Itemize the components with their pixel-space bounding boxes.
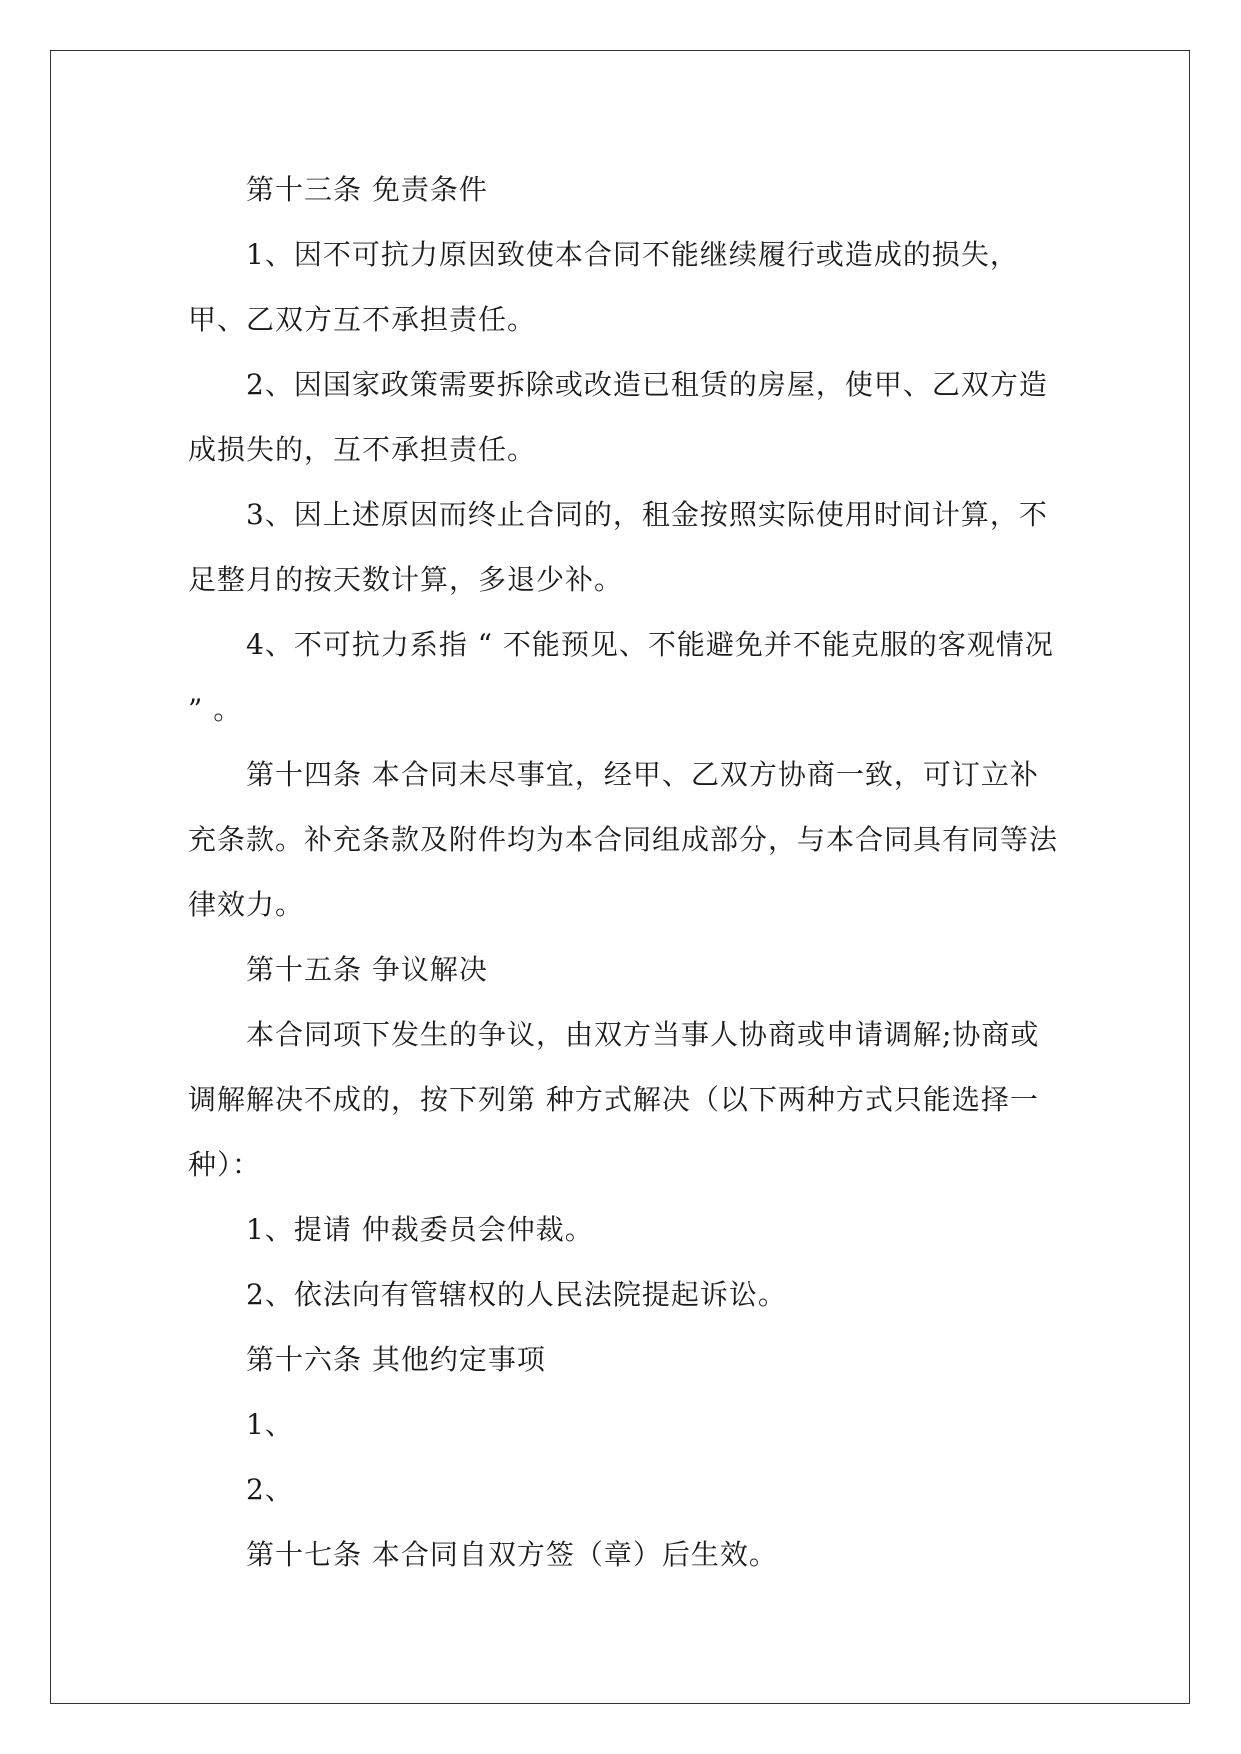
article-13-item-4: 4、不可抗力系指 “ 不能预见、不能避免并不能克服的客观情况 ” 。 [188,628,1054,726]
document-body [188,157,1058,1587]
article-13-item-3: 3、因上述原因而终止合同的，租金按照实际使用时间计算，不足整月的按天数计算，多退少补。 [188,498,1048,596]
article-15-item-2: 2、依法向有管辖权的人民法院提起诉讼。 [246,1278,787,1311]
article-14: 第十四条 本合同未尽事宜，经甲、乙双方协商一致，可订立补充条款。补充条款及附件均为本合同组成部分，与本合同具有同等法律效力。 [188,758,1059,921]
article-16-item-1: 1、 [246,1408,294,1441]
article-16-heading: 第十六条 其他约定事项 [246,1343,546,1376]
article-17: 第十七条 本合同自双方签（章）后生效。 [246,1538,778,1571]
article-15-item-1: 1、提请 仲裁委员会仲裁。 [246,1213,594,1246]
article-13-heading: 第十三条 免责条件 [246,173,488,206]
article-16-item-2: 2、 [246,1473,294,1506]
article-15-body: 本合同项下发生的争议，由双方当事人协商或申请调解;协商或调解解决不成的，按下列第 种方式解决（以下两种方式只能选择一种）： [188,1018,1040,1181]
article-13-item-2: 2、因国家政策需要拆除或改造已租赁的房屋，使甲、乙双方造成损失的，互不承担责任。 [188,368,1048,466]
article-15-heading: 第十五条 争议解决 [246,953,488,986]
article-13-item-1: 1、因不可抗力原因致使本合同不能继续履行或造成的损失，甲、乙双方互不承担责任。 [188,238,1019,336]
